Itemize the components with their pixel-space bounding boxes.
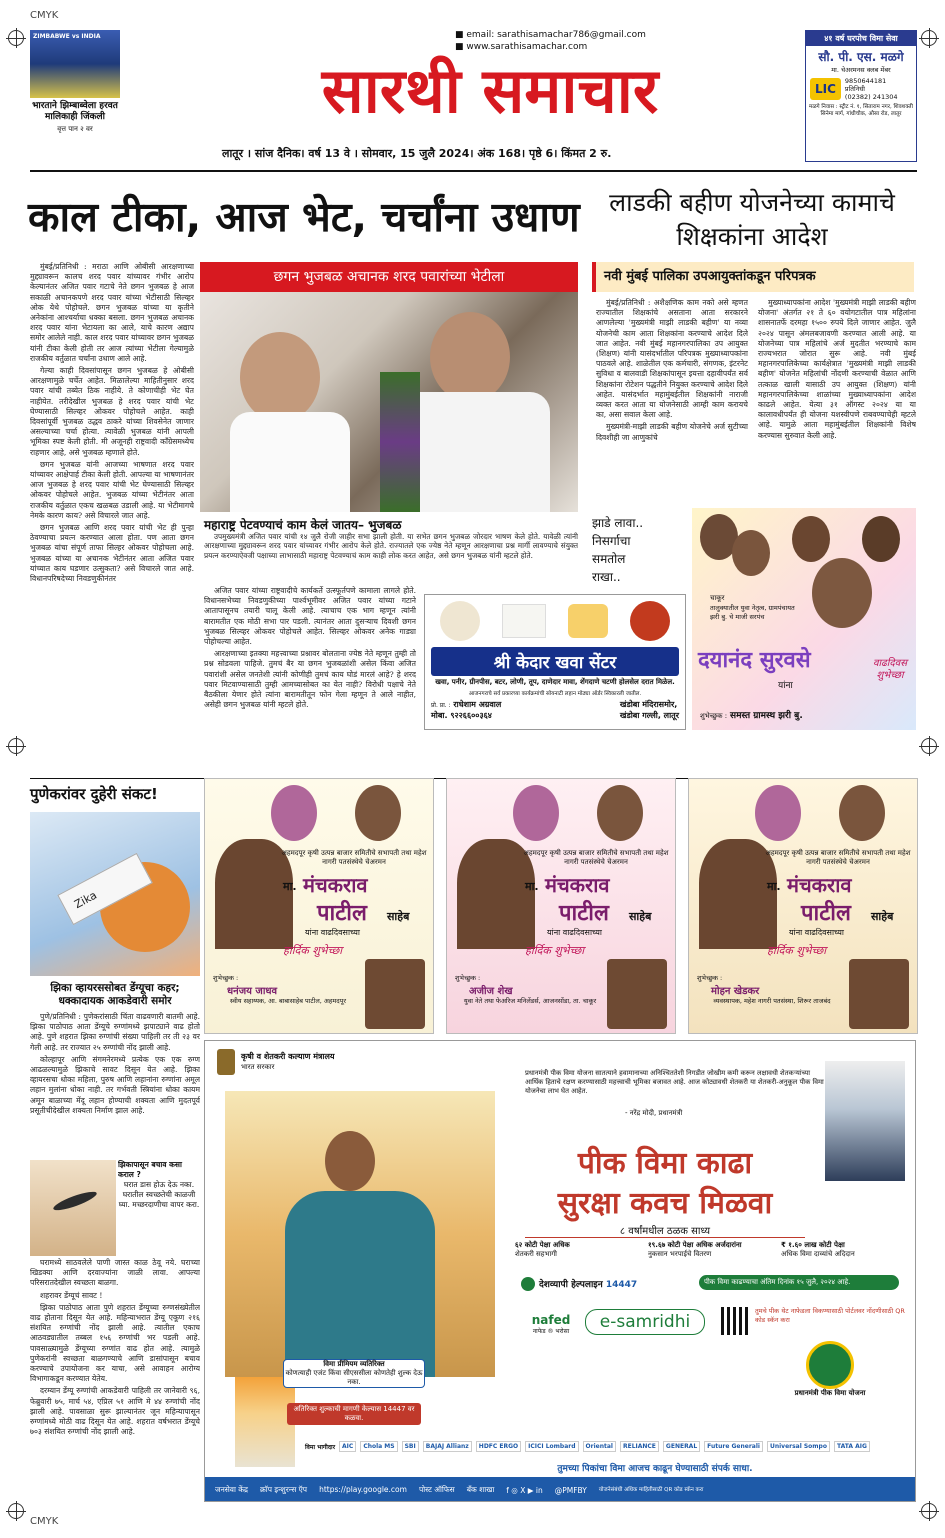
pune-body — [30, 1012, 200, 1158]
lead-col3 — [204, 586, 416, 730]
kedar-note: आजनगराचे सर्व प्रकारच्या कार्यक्रमांची सोयनाटी लहान मोठ्या ऑर्डर स्विकारली जातील. — [468, 691, 642, 697]
sanchar-ad — [204, 778, 434, 1034]
kedar-ad — [424, 594, 686, 730]
ad-name2: पाटील — [559, 901, 609, 926]
second-col2 — [758, 298, 916, 498]
ad-wisher-desc: व्यवस्थापक, महेश नागरी पतसंस्था, शिरूर ताजबंद — [713, 997, 831, 1005]
ad-wisher-label: शुभेच्छुक : — [455, 974, 481, 982]
food-icon — [568, 604, 608, 638]
pune-box-body: घरात डास होऊ देऊ नका. घरातील स्वच्छतेची काळजी घ्या. मच्छरदाणीचा वापर करा. — [118, 1180, 200, 1209]
top-story-photo — [30, 30, 120, 98]
slogan-line: समतोल — [592, 552, 626, 566]
food-icon — [502, 604, 546, 638]
food-icon — [440, 601, 480, 641]
ad-name2: पाटील — [317, 901, 367, 926]
ad-name1: मंचकराव — [545, 873, 610, 897]
lead-headline: काल टीका, आज भेट, चर्चांना उधाण — [28, 193, 580, 241]
dayanand-wisher: समस्त ग्रामस्थ झरी बु. — [730, 711, 803, 721]
pmfby-deadline: पीक विमा काढण्याचा अंतिम दिनांक १५ जुलै, २०२४ आहे. — [699, 1275, 899, 1290]
reg-mark — [921, 1503, 937, 1519]
pune-headline: झिका व्हायरससोबत डेंग्यूचा कहर; धक्कादायक आकडेवारी समोर — [50, 982, 180, 1007]
pmfby-stat — [648, 1241, 772, 1259]
zika-image — [30, 812, 200, 976]
bullet-icon: ■ — [455, 30, 467, 40]
kedar-phone: मोबा. ९२२६६००३६४ — [431, 711, 492, 720]
dayanand-ad — [692, 508, 916, 730]
ad-honor: मा. — [525, 880, 539, 893]
ad-wisher-label: शुभेच्छुक : — [697, 974, 723, 982]
pmfby-logo-label: प्रधानमंत्री पीक विमा योजना — [794, 1389, 866, 1397]
kedar-items: खवा, पनीर, ग्रीनपीस, बटर, लोणी, तूप, दाणेदार मावा, शेंगदाणे चटणी होलसेल दरात मिळेल. — [435, 678, 675, 686]
contact-item: जनसेवा केंद्र — [215, 1485, 249, 1494]
slogan-line: झाडे लावा.. — [592, 516, 644, 530]
paragraph: मुख्यमंत्री-माझी लाडकी बहीण योजनेचे अर्ज सुटीच्या दिवशीही जा आणुकांचे — [596, 422, 748, 442]
paragraph: अजित पवार यांच्या राष्ट्रवादीचे कार्यकर्ते उत्स्फूर्तपणे कामाला लागले होते. विधानसभेच्या निवडणुकीच्या पार्श्वभूमीवर अजित पवार यांच्या गटाने आतापासूनच तयारी चालू केली आहे. त्याचाच एक भाग म्हणून त्यांनी बारामतीत एक मोठी सभा पार पडली. त्यानंतर आता दुसऱ्याच दिवशी छगन भुजबळ सिल्व्हर ओकवर पोहोचले आहेत. सिल्व्हर ओकवर अनेक गाड्या पोहोचल्या आहेत. — [204, 586, 416, 647]
lead-subhead-text: छगन भुजबळ अचानक शरद पवारांच्या भेटीला — [273, 269, 505, 285]
ad-lead: अहमदपूर कृषी उत्पन्न बाजार समितीचे सभापती तथा महेश नागरी पतसंस्थेचे चेअरमन — [281, 849, 427, 866]
insurer-logo: ICICI Lombard — [525, 1441, 578, 1452]
pmfby-stat — [781, 1241, 905, 1259]
insurer-logo: RELIANCE — [620, 1441, 659, 1452]
ad-wisher: अजीज शेख — [469, 986, 513, 997]
portrait — [755, 785, 801, 841]
insurer-logo: SBI — [402, 1441, 419, 1452]
masthead-title: सारथी समाचार — [321, 54, 659, 127]
pmfby-insurers-label: विमा भागीदार — [305, 1443, 336, 1451]
contact-item: बँक शाखा — [466, 1485, 495, 1494]
mosquito-image — [30, 1160, 116, 1256]
slogan-box — [586, 512, 690, 592]
stat-num: ₹ १.६० लाख कोटी पेक्षा — [781, 1241, 845, 1249]
pmfby-helpline-label: देशव्यापी हेल्पलाइन — [539, 1280, 603, 1290]
lic-phone: 9850644181 — [844, 77, 887, 85]
contact-item: पोस्ट ऑफिस — [418, 1485, 455, 1494]
paragraph: घरामध्ये साठवलेले पाणी जास्त काळ ठेवू नये. घराच्या खिडक्या आणि दरवाज्यांना जाळी लावा. आपल्या परिसरातदेखील स्वच्छता बाळगा. — [30, 1258, 200, 1288]
pmfby-logo-icon — [806, 1341, 854, 1389]
ad-vadh: यांना वाढदिवसाच्या — [305, 928, 360, 937]
top-story — [30, 30, 120, 140]
emblem-icon — [217, 1049, 235, 1075]
pmfby-ministry1: कृषी व शेतकरी कल्याण मंत्रालय — [241, 1052, 335, 1061]
kedar-address1: खंडोबा मंदिरासमोर, — [619, 700, 678, 709]
web-text: www.sarathisamachar.com — [466, 42, 588, 52]
paragraph: झिका पाठोपाठ आता पुणे शहरात डेंग्यूच्या रुग्णसंख्येतील वाढ होताना दिसून येत आहे. महिन्याभरात डेंग्यू एकूण २१६ संशयित रुग्णांची नोंद झाली आहे. त्यातील एकाच आठवड्यातील तब्बल १५६ रुग्णांची भर पडली आहे. पावसाळ्यामुळे डेंग्यूच्या रुग्णांत वाढ होत आहे. त्यामुळे पुणेकरांनी स्वच्छता बाळगण्याचे आणि डासांपासून बचाव करण्याचे उपायोजना कर याचा, असे आवाहन आरोग्य विभागाकडून करण्यात येतेय. — [30, 1302, 200, 1384]
ad-honor: मा. — [767, 880, 781, 893]
paragraph: छगन भुजबळ आणि शरद पवार यांची भेट ही पुन्हा ठेवण्याचा प्रयत्न करण्यात आला होता. पण आता छगन भुजबळ यांचा संपूर्ण ताफा सिल्हर ओकवर पोहोचला आहे. भुजबळ यांच्या या अचानक भेटीनंतर आता अजित पवार यांच्यात काय घडणार उत्सुकता? असे विचारले जात आहे. विधानपरिषदेच्या निवडणुकीनंतर — [30, 523, 194, 584]
portrait — [513, 785, 559, 841]
pmfby-extra: अतिरिक्त शुल्काची मागणी केल्यास 14447 वर कळवा. — [287, 1403, 421, 1425]
pmfby-footer — [205, 1477, 915, 1502]
phone-icon — [521, 1277, 535, 1291]
insurer-logo: HDFC ERGO — [476, 1441, 521, 1452]
pmfby-ministry2: भारत सरकार — [241, 1063, 275, 1071]
reg-mark — [921, 738, 937, 754]
stat-label: अधिक विमा दाव्यांचे अदिदान — [781, 1250, 855, 1258]
insurer-logo: Future Generali — [704, 1441, 763, 1452]
dayanand-role1: चाकूर — [710, 594, 725, 602]
kedar-owner: राधेशाम अग्रवाल — [453, 700, 502, 709]
ad-suffix: साहेब — [387, 910, 410, 923]
pmfby-headline2: सुरक्षा कवच मिळवा — [557, 1186, 773, 1221]
slogan-line: निसर्गाचा — [592, 534, 631, 548]
paragraph: दरम्यान डेंग्यू रुग्णांची आकडेवारी पाहिली तर जानेवारी ९६, फेब्रुवारी ७५, मार्च ५४, एप्रिल ५१ आणि मे ४४ रुग्णांची नोंद झाली आहे. पावसाळा सुरू झाल्यानंतर जून महिन्यापासून रुग्णांमध्ये मोठी वाढ दिसून येत आहे. शहरात वर्षभरात डेंग्यूचे ७०३ संशयित रुग्णांची नोंद झाली आहे. — [30, 1386, 200, 1437]
insurer-logo: Oriental — [583, 1441, 616, 1452]
portrait — [355, 785, 401, 841]
paragraph: शहरावर डेंग्यूचं सावट ! — [40, 1290, 103, 1300]
paragraph: कोल्हापूर आणि संगमनेरमध्ये प्रत्येक एक एक रुग्ण आढळल्यामुळे झिकाचे सावट दिसून येत आहे. झिका व्हायरसचा धोका महिला, पुरुष आणि लहानांना रुग्णांना अमूल लहान मुलांना धोका नाही. तर गर्भवती स्त्रियांना धोका कायम अमून बाळाच्या मेंदू लहान होण्याची शक्यता आणि मुदतपूर्व प्रसूतीचीदेखील शक्यता निर्माण झाल आहे. — [30, 1054, 200, 1115]
kedar-title: श्री केदार खवा सेंटर — [431, 647, 679, 676]
mascot-image — [235, 1377, 295, 1467]
pmfby-subhead: ८ वर्षांमधील ठळक साध्य — [525, 1223, 805, 1238]
dayanand-wisher-label: शुभेच्छुक : — [700, 712, 728, 720]
kedar-address2: खंडोबा गल्ली, लातूर — [619, 711, 679, 720]
stat-label: शेतकरी सहभागी — [515, 1250, 557, 1258]
insurer-logo: Universal Sompo — [767, 1441, 830, 1452]
ad-lead: अहमदपूर कृषी उत्पन्न बाजार समितीचे सभापती तथा महेश नागरी पतसंस्थेचे चेअरमन — [523, 849, 669, 866]
paragraph: मुंबई/प्रतिनिधी : मराठा आणि ओबीसी आरक्षणाच्या मुद्द्यावरून कालच शरद पवार यांच्यावर गंभीर आरोप केल्यानंतर अजित पवार गटाचे नेते छगन भुजबळ हे आज सकाळी अचानकपणे शरद पवार यांच्या भेटीसाठी सिल्व्हर ओक येथे पोहोचले. छगन भुजबळ यांच्या या कृतीने अनेकांना आश्चर्याचा धक्का बसला. छगन भुजबळ अचानक शरद पवार यांना भेटायला का आले, याचे कारण अद्याप समोर आलेले नाही. काल शरद पवार यांच्यावर छगन भुजबळ यांनी टीका केली होती तर आज त्यांच्या भेटीला गेल्यामुळे राजकीय वर्तुळात चर्चांना उधाण आले आहे. — [30, 262, 194, 363]
pmfby-bottom-line: तुमच्या पिकांचा विमा आजच काढून घेण्यासाठी संपर्क साधा. — [557, 1464, 753, 1474]
paragraph: मुख्याध्यापकांना आदेश 'मुख्यमंत्री माझी लाडकी बहीण योजना' अंतर्गत २१ ते ६० वयोगटातील पात्र महिलांना शासनातर्फे दरमहा १५०० रुपये दिले जाणार आहेत. जुलै २०२४ पासून अंमलबजावणी करण्यात आली आहे. या योजनेच्या पात्र महिलांचे अर्ज मुदतीत भरण्याचे काम राज्यभरात जोरात सुरू आहे. नवी मुंबई महानगरपालिकेच्या कार्यक्षेत्रात 'मुख्यमंत्री माझी लाडकी बहीण' योजनेत महिलांची नोंदणी करण्याची वेळात आणि तत्काळ खाली यासाठी उप आयुक्त (शिक्षण) यांनी महानगरपालिकेच्या शाळांच्या मुख्याध्यापकांना आदेश काढले आहेत. येत्या ३१ ऑगस्ट २०२४ या या कालावधीपर्यंत ही योजना यशस्वीपणे राबवण्याचेही म्हटले आहे. यामुळे आता महामुंबईतील शिक्षकांनी विशेष करण्यास सुरुवात केली आहे. — [758, 298, 916, 440]
social-icons: f ◎ X ▶ in — [506, 1485, 543, 1495]
ad-greet: हार्दिक शुभेच्छा — [283, 944, 343, 957]
qr-icon — [721, 1307, 749, 1335]
rule — [30, 170, 917, 172]
second-subhead — [592, 262, 914, 292]
pmfby-quote: प्रधानमंत्री पीक विमा योजना सातत्याने हवामानाच्या अनिश्चिततेशी निगडीत जोखीम कमी करून लक्षावधी शेतकऱ्यांच्या आर्थिक हिताचे रक्षण करण्यासाठी महत्त्वाची भूमिका बजावत आहे. आज कोट्यावधी शेतकरी या शेतकरी-अनुकूल पीक विमा योजनेचा लाभ घेत आहेत. — [525, 1069, 824, 1095]
pune-body2 — [30, 1258, 200, 1502]
lead-photo-caption: महाराष्ट्र पेटवण्याचं काम केलं जातय– भुजबळ — [204, 518, 402, 532]
ad-vadh: यांना वाढदिवसाच्या — [547, 928, 602, 937]
lic-header: ४१ वर्ष घरपोच विमा सेवा — [806, 31, 916, 46]
dayanand-role2: तालुक्यातील युवा नेतृत्व, ग्रामपंचायत झरी बु. चे माजी सरपंच — [710, 604, 795, 621]
pmfby-premium1: विमा प्रीमियम व्यतिरिक्त — [323, 1360, 385, 1368]
stat-label: नुकसान भरपाईचे वितरण — [648, 1250, 712, 1258]
reg-mark — [8, 30, 24, 46]
wisher-photo — [365, 959, 425, 1029]
paragraph: मुंबई/प्रतिनिधी : अशैक्षणिक काम नको असे म्हणत राज्यातील शिक्षकांचे असताना आता सरकारने आणलेल्या 'मुख्यमंत्री माझी लाडकी बहीण' या नव्या योजनेची काम आता शिक्षकांना करण्याचे आदेश दिले जात आहेत. नवी मुंबई महानगरपालिका उप आयुक्त (शिक्षण) यांनी यासंदर्भातील परिपत्रक मुख्याध्यापकांना पाठवले आहे. शाळेतील एक कर्मचारी, संगणक, इंटरनेट सुविधा व बालवाडी शिक्षकांपासून इयत्ता दहावीपर्यंत सर्व शिक्षकांना रोटेशन पद्धतीने नियुक्त करण्याचे आदेश दिले आहेत. यासंदर्भात महामुंबईतील शिक्षकांनी नाराजी व्यक्त करत आता या योजनेसाठी आम्ही काम करायचे का, असा सवाल केला आहे. — [596, 298, 748, 420]
pune-box-q: झिकापासून बचाव कसा कराल ? — [118, 1160, 182, 1179]
ad-wisher-label: शुभेच्छुक : — [213, 974, 239, 982]
paragraph: पुणे/प्रतिनिधी : पुणेकरांसाठी चिंता वाढवणारी बातमी आहे. झिका पाठोपाठ आता डेंग्यूचे रुग्णांमध्ये झपाट्याने वाढ होतो आहे. पुणे शहरात झिका रुग्णांची संख्या पाहिली तर ती २३ वर गेली आहे. तर राज्यात २५ रुग्णांची नोंद झाली आहे. — [30, 1012, 200, 1052]
stat-num: १९.६७ कोटी पेक्षा अधिक अर्जदारांना — [648, 1241, 742, 1249]
reg-mark — [8, 1503, 24, 1519]
wisher-photo — [607, 959, 667, 1029]
stat-num: ६२ कोटी पेक्षा अधिक — [515, 1241, 570, 1249]
lic-sub: मा. चेअरमनस क्लब मेंबर — [831, 66, 891, 74]
ad-wisher-desc: स्वीय सहाय्यक, आ. बाबासाहेब पाटील, अहमदपूर — [229, 997, 347, 1005]
pune-box — [118, 1160, 200, 1256]
modi-photo — [825, 1061, 905, 1181]
ad-name1: मंचकराव — [787, 873, 852, 897]
esamridhi-logo: e-samridhi — [585, 1309, 705, 1335]
pmfby-stats — [515, 1241, 905, 1259]
dayanand-vanha: यांना — [778, 681, 793, 691]
reg-mark — [921, 30, 937, 46]
pmfby-stat — [515, 1241, 639, 1259]
ad-lead: अहमदपूर कृषी उत्पन्न बाजार समितीचे सभापती तथा महेश नागरी पतसंस्थेचे चेअरमन — [765, 849, 911, 866]
second-col1 — [596, 298, 748, 498]
pmfby-ad — [204, 1040, 916, 1502]
top-story-photo-text: ZIMBABWE vs INDIA — [33, 33, 101, 40]
family-photo — [225, 1091, 495, 1377]
kedar-owner-label: प्रो. प्रा. : — [431, 702, 451, 709]
sanchar-ad — [688, 778, 918, 1034]
ad-wisher-desc: युवा नेते तथा फेअरिज मनिलेंडर्स, आजनसोंडा, ता. चाकूर — [463, 997, 597, 1005]
masthead-email — [455, 30, 646, 40]
lic-ad — [805, 30, 917, 162]
ad-suffix: साहेब — [871, 910, 894, 923]
pmfby-premium2: कोणत्याही एजंट किंवा सीएससीला कोणतेही शुल्क देऊ नका. — [285, 1369, 423, 1386]
second-headline: लाडकी बहीण योजनेच्या कामाचे शिक्षकांना आदेश — [609, 188, 895, 251]
second-subhead-text: नवी मुंबई पालिका उपआयुक्तांकडून परिपत्रक — [604, 269, 816, 284]
lic-logo: LIC — [810, 78, 841, 100]
lic-office: प्रतिनिधी — [844, 85, 865, 93]
paragraph: छगन भुजबळ यांनी आजच्या भाषणात शरद पवार यांच्यावर आक्षेपार्ह टीका केली होती. आपल्या या भाषणानंतर आज भुजबळ हे शरद पवार यांची भेट घेण्यासाठी सिल्व्हर ओकवर पोहोचले आहेत. भुजबळ यांच्या भेटीनंतर आता राजकीय वर्तुळात एकच खळबळ उडाली आहे. या भेटीमागचे नेमके कारण काय? असे विचारले जात आहे. — [30, 459, 194, 520]
ad-greet: हार्दिक शुभेच्छा — [767, 944, 827, 957]
ad-name1: मंचकराव — [303, 873, 368, 897]
pmfby-social: @PMFBY — [554, 1485, 587, 1495]
slogan-line: राखा.. — [592, 570, 621, 584]
lic-phone2: (02382) 241304 — [844, 93, 898, 101]
contact-item: क्रॉप इन्शुरन्स ऍप — [260, 1485, 308, 1494]
portrait — [597, 785, 643, 841]
contact-item: https://play.google.com — [319, 1485, 407, 1494]
dayanand-name: दयानंद सुरवसे — [698, 648, 811, 673]
portrait — [271, 785, 317, 841]
ad-suffix: साहेब — [629, 910, 652, 923]
top-story-ref: वृत्त पान २ वर — [57, 125, 93, 133]
paragraph: गेल्या काही दिवसांपासून छगन भुजबळ हे ओबीसी आरक्षणामुळे चर्चेत आहेत. मिळालेल्या माहितीनुसार शरद पवार यांची तब्येत ठिक नाहीये. ते कोणाचीही भेट घेत नाहीयेत. तरीदेखील भुजबळ हे शरद पवार यांची भेट घेण्यासाठी सिल्व्हर ओकवर पोहोचले आहेत. काही दिवसांपूर्वी भुजबळ उद्धव ठाकरे यांच्या शिवसेनेत जाणार असल्याच्या चर्चा होत्या. त्यावेळी भुजबळ यांनी आपली भूमिका स्पष्ट केली होती. मी अजूनही राष्ट्रवादी काँग्रेसमध्येच राहणार आहे, असे भुजबळ म्हणाले होते. — [30, 366, 194, 457]
pmfby-headline1: पीक विमा काढा — [577, 1146, 753, 1181]
ad-wisher: मोहन खेडकर — [711, 986, 760, 997]
zika-label: Zika — [72, 888, 100, 912]
lic-name: सौ. पी. एस. मळगे — [818, 50, 904, 64]
ad-vadh: यांना वाढदिवसाच्या — [789, 928, 844, 937]
pune-kicker: पुणेकरांवर दुहेरी संकट! — [30, 785, 158, 803]
pmfby-qr-text: तुमचे पीक थेट नाफेडला विकण्यासाठी पोर्टलवर नोंदणीसाठी QR कोड स्कॅन करा — [755, 1307, 905, 1324]
insurer-logo: GENERAL — [663, 1441, 700, 1452]
ad-wisher: धनंजय जाधव — [227, 986, 278, 997]
masthead-dateline: लातूर । सांज दैनिक। वर्ष 13 वे । सोमवार, 15 जुलै 2024। अंक 168। पृष्ठे 6। किंमत 2 रु. — [222, 147, 612, 160]
lead-subhead — [200, 262, 578, 292]
sanchar-ad — [446, 778, 676, 1034]
lead-photo — [200, 292, 578, 512]
paragraph: आरक्षणाच्या इतक्या महत्त्वाच्या प्रश्नावर बोलताना ज्येष्ठ नेते म्हणून तुम्ही तो प्रश्न सोडवला पाहिजे. तुमचं बैर या छगन भुजबळांशी असेल किंवा अजित पवारांशी असेल जनतेशी त्यांनी कोणीही तुमचं काय घोडं मारलं आहे? हे शरद पवार मिटवाण्यासाठी तुम्ही आमच्यासोबत का येत नाही? विरोधी पक्षाचे नेते बैठकीला येणार होते त्यांना बारामतीतून फोन गेला म्हणून ते आले नाहीत, असेही छगन भुजबळ यांनी म्हटले होते. — [204, 649, 416, 710]
dayanand-greet: वाढदिवस शुभेच्छा — [873, 658, 907, 681]
bullet-icon: ■ — [455, 42, 467, 52]
ad-name2: पाटील — [801, 901, 851, 926]
ad-greet: हार्दिक शुभेच्छा — [525, 944, 585, 957]
insurer-logo: TATA AIG — [834, 1441, 870, 1452]
wisher-photo — [849, 959, 909, 1029]
pmfby-helpline: 14447 — [605, 1280, 638, 1290]
cmyk-bottom: CMYK — [30, 1516, 59, 1527]
lead-col1 — [30, 262, 194, 728]
pmfby-quote-by: - नरेंद्र मोदी, प्रधानमंत्री — [625, 1109, 683, 1117]
portrait — [839, 785, 885, 841]
reg-mark — [8, 738, 24, 754]
ad-honor: मा. — [283, 880, 297, 893]
nafed-sub: नाफेड ® भरोसा — [532, 1328, 570, 1335]
cmyk-top: CMYK — [30, 10, 59, 21]
food-icon — [630, 601, 670, 641]
email-text: email: sarathisamachar786@gmail.com — [466, 30, 646, 40]
top-story-caption: भारताने झिम्बाब्वेला हरवत मालिकाही जिंकली — [32, 101, 118, 122]
nafed-logo: nafed — [531, 1313, 571, 1327]
insurer-logo: Chola MS — [360, 1441, 397, 1452]
insurer-logo: AIC — [339, 1441, 356, 1452]
lic-address: मळगे निवास : स्ट्रीट नं. १, सिताराम नगर, शिवशक्ती सिनेमा मार्ग, गांधीचौक, औसा रोड, लातूर — [809, 104, 913, 117]
pmfby-qr2: योजनेसंबंधी अधिक माहितीसाठी QR कोड स्कॅन करा — [598, 1486, 704, 1493]
lead-caption-text: उपमुख्यमंत्री अजित पवार यांची १४ जुलै रोजी जाहीर सभा झाली होती. या सभेत छगन भुजबळ जोरदार भाषण केले होते. यावेळी त्यांनी आरक्षणाच्या मुद्द्यावरून शरद पवार यांच्यावर गंभीर आरोप केले होते. राज्यातले एक ज्येष्ठ नेते म्हणून आरक्षणाचा प्रश्न मार्गी लावण्याचे संयुक्त प्रयत्न करण्याऐवजी पक्षाच्या लाभासाठी महाराष्ट्र पेटवण्याचं काम काही लोक करत आहेत, असे छगन भुजबळ यांनी म्हटले होते. — [204, 532, 578, 560]
insurer-logo: BAJAJ Allianz — [423, 1441, 472, 1452]
